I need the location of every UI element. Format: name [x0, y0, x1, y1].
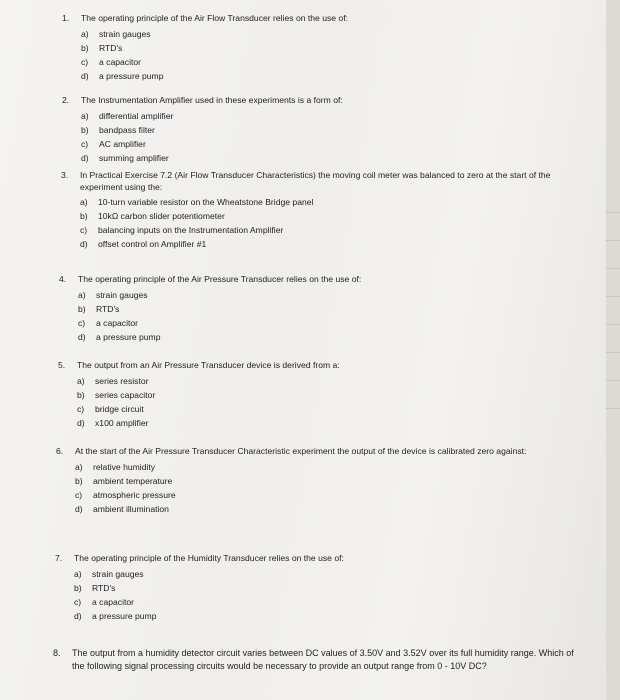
option-text: relative humidity	[93, 461, 156, 472]
option-letter: c)	[81, 138, 89, 149]
option-text: atmospheric pressure	[93, 489, 176, 500]
option-letter: d)	[74, 610, 82, 621]
option-text: strain gauges	[96, 289, 148, 300]
question-4	[59, 274, 579, 344]
option-list	[81, 27, 582, 83]
question-number: 5.	[58, 360, 66, 370]
option-text: strain gauges	[99, 28, 151, 39]
option-a	[81, 27, 582, 41]
option-list	[75, 460, 576, 516]
option-d	[75, 502, 576, 516]
option-letter: b)	[78, 303, 86, 314]
option-a	[78, 288, 579, 302]
option-d	[80, 237, 581, 251]
question-6	[56, 446, 576, 516]
option-c	[80, 223, 581, 237]
option-text: x100 amplifier	[95, 417, 149, 428]
option-letter: c)	[75, 489, 83, 500]
option-d	[77, 416, 578, 430]
option-b	[81, 123, 582, 137]
option-letter: c)	[80, 225, 88, 235]
option-letter: c)	[74, 596, 82, 607]
question-stem	[58, 360, 578, 372]
question-stem	[62, 95, 582, 107]
option-d	[81, 69, 582, 83]
option-text: a pressure pump	[96, 331, 161, 342]
question-stem	[53, 647, 578, 673]
option-letter: d)	[77, 417, 85, 428]
option-letter: d)	[78, 331, 86, 342]
option-letter: b)	[75, 475, 83, 486]
question-stem	[59, 274, 579, 286]
question-number: 6.	[56, 446, 64, 456]
option-text: a capacitor	[92, 596, 135, 607]
option-text: 10kΩ carbon slider potentiometer	[98, 211, 225, 221]
question-text: At the start of the Air Pressure Transducer Characteristic experiment the output of the device is calibrated zero against:	[75, 446, 527, 456]
option-b	[81, 41, 582, 55]
option-a	[80, 195, 581, 209]
option-b	[80, 209, 581, 223]
question-5	[58, 360, 578, 430]
option-letter: a)	[81, 110, 89, 121]
question-number: 2.	[62, 95, 70, 105]
option-text: bridge circuit	[95, 403, 144, 414]
option-b	[74, 581, 575, 595]
option-a	[74, 567, 575, 581]
question-8	[53, 647, 578, 673]
option-letter: c)	[81, 56, 89, 67]
question-text: The Instrumentation Amplifier used in these experiments is a form of:	[81, 95, 343, 105]
option-d	[81, 151, 582, 165]
option-letter: b)	[81, 42, 89, 53]
option-letter: a)	[81, 28, 89, 39]
option-text: a capacitor	[99, 56, 142, 67]
option-letter: d)	[80, 239, 88, 249]
option-a	[77, 374, 578, 388]
option-text: series resistor	[95, 375, 149, 386]
question-number: 1.	[62, 13, 70, 23]
option-letter: b)	[80, 211, 88, 221]
option-c	[81, 55, 582, 69]
question-text: The operating principle of the Humidity Transducer relies on the use of:	[74, 553, 344, 563]
option-letter: c)	[77, 403, 85, 414]
question-text: The operating principle of the Air Pressure Transducer relies on the use of:	[78, 274, 362, 284]
question-3	[61, 170, 581, 251]
option-a	[75, 460, 576, 474]
option-letter: d)	[81, 70, 89, 81]
question-stem	[62, 13, 582, 25]
option-letter: a)	[74, 568, 82, 579]
option-text: RTD's	[99, 42, 123, 53]
option-b	[75, 474, 576, 488]
option-text: RTD's	[96, 303, 120, 314]
option-letter: b)	[77, 389, 85, 400]
question-text: In Practical Exercise 7.2 (Air Flow Transducer Characteristics) the moving coil meter was balanced to zero at the start of the experiment using the:	[80, 170, 551, 192]
option-text: offset control on Amplifier #1	[98, 239, 207, 249]
question-stem	[56, 446, 576, 458]
option-list	[78, 288, 579, 344]
option-letter: d)	[81, 152, 89, 163]
option-c	[77, 402, 578, 416]
question-7	[55, 553, 575, 623]
option-list	[77, 374, 578, 430]
question-number: 3.	[61, 170, 69, 180]
option-text: 10-turn variable resistor on the Wheatstone Bridge panel	[98, 197, 314, 207]
option-c	[75, 488, 576, 502]
option-d	[78, 330, 579, 344]
option-a	[81, 109, 582, 123]
option-text: a pressure pump	[92, 610, 157, 621]
option-text: strain gauges	[92, 568, 144, 579]
option-letter: a)	[77, 375, 85, 386]
option-text: ambient illumination	[93, 503, 169, 514]
option-text: AC amplifier	[99, 138, 146, 149]
option-letter: b)	[81, 124, 89, 135]
option-c	[78, 316, 579, 330]
option-text: series capacitor	[95, 389, 156, 400]
option-text: differential amplifier	[99, 110, 174, 121]
option-b	[78, 302, 579, 316]
question-number: 8.	[53, 648, 61, 658]
option-letter: a)	[75, 461, 83, 472]
option-letter: b)	[74, 582, 82, 593]
question-stem	[55, 553, 575, 565]
option-letter: a)	[78, 289, 86, 300]
question-1	[62, 13, 582, 83]
option-list	[74, 567, 575, 623]
question-text: The operating principle of the Air Flow Transducer relies on the use of:	[81, 13, 349, 23]
question-text: The output from an Air Pressure Transducer device is derived from a:	[77, 360, 340, 370]
page-edge-stack	[606, 0, 620, 700]
question-number: 4.	[59, 274, 67, 284]
option-list	[80, 195, 581, 251]
option-text: RTD's	[92, 582, 116, 593]
option-text: a pressure pump	[99, 70, 164, 81]
option-text: summing amplifier	[99, 152, 169, 163]
question-stem	[61, 170, 581, 193]
option-letter: a)	[80, 197, 88, 207]
question-number: 7.	[55, 553, 63, 563]
option-c	[81, 137, 582, 151]
option-letter: c)	[78, 317, 86, 328]
question-text: The output from a humidity detector circuit varies between DC values of 3.50V and 3.52V over its full humidity range. Which of the following signal processing circuits would be necessary to provide an output range from 0 - 10V DC?	[72, 648, 574, 671]
option-list	[81, 109, 582, 165]
option-letter: d)	[75, 503, 83, 514]
option-c	[74, 595, 575, 609]
option-b	[77, 388, 578, 402]
question-2	[62, 95, 582, 165]
option-text: ambient temperature	[93, 475, 173, 486]
option-text: bandpass filter	[99, 124, 155, 135]
option-d	[74, 609, 575, 623]
option-text: a capacitor	[96, 317, 139, 328]
option-text: balancing inputs on the Instrumentation Amplifier	[98, 225, 284, 235]
